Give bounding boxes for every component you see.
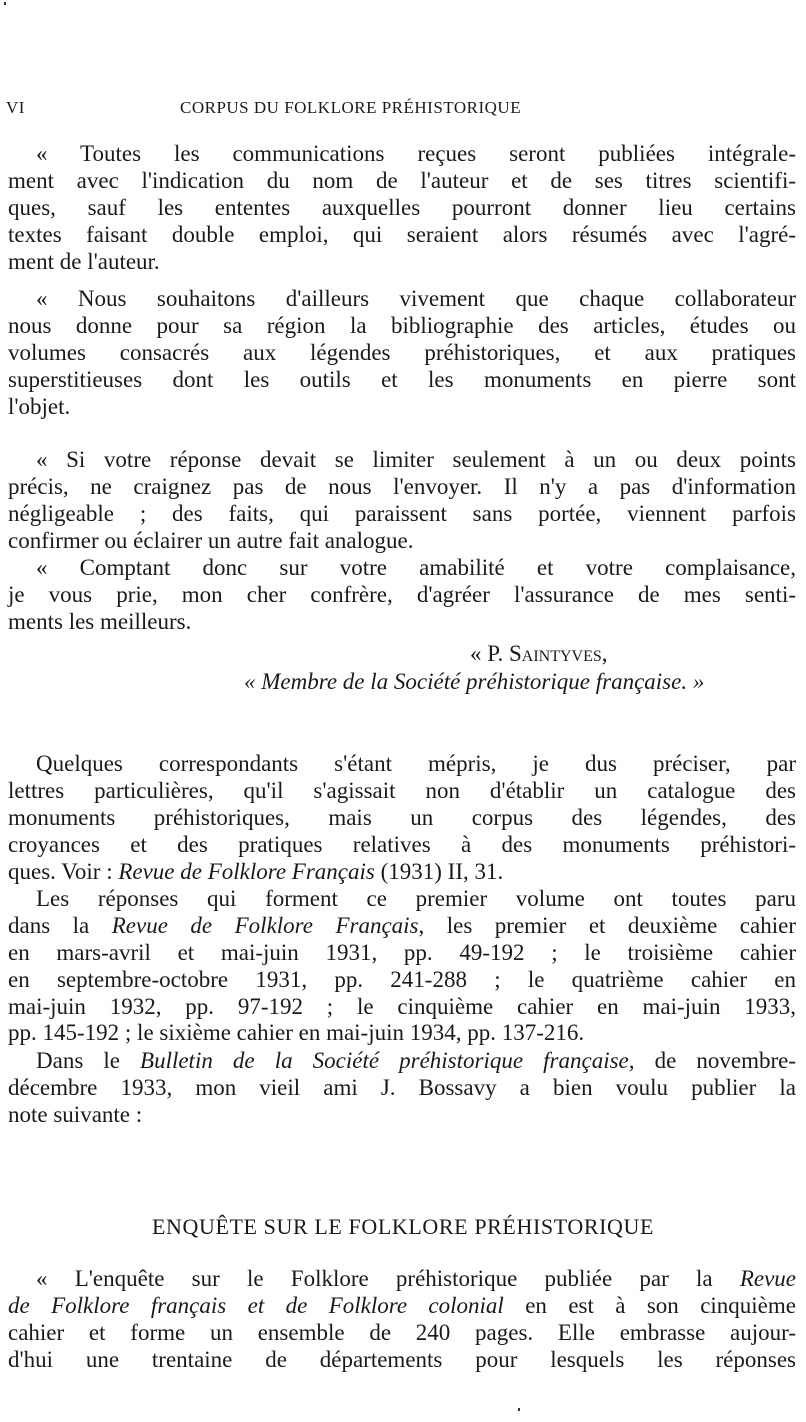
text-line: d'hui une trentaine de départements pour lesquels les réponses	[8, 1346, 796, 1372]
text-run: dans la	[8, 912, 112, 938]
text-line: ment avec l'indication du nom de l'auteur et de ses titres scientifi-	[8, 167, 796, 193]
page-number: VI	[6, 98, 25, 117]
text-run: , les premier et deuxième cahier	[418, 912, 796, 938]
text-line	[8, 859, 796, 886]
text-line: ques, sauf les ententes auxquelles pourront donner lieu certains	[8, 194, 796, 220]
journal-title: Revue	[739, 1266, 796, 1291]
text-line: ment de l'auteur.	[8, 248, 160, 274]
text-line: en septembre-octobre 1931, pp. 241-288 ; le quatrième cahier en	[8, 966, 796, 992]
signature-suffix: ,	[601, 641, 608, 666]
author-name: Saintyves	[509, 641, 602, 666]
paragraph-8	[8, 1266, 796, 1374]
journal-title: de Folklore français et de Folklore colonial	[8, 1292, 504, 1318]
text-line: Quelques correspondants s'étant mépris, je dus préciser, par	[36, 751, 796, 776]
text-line: « Toutes les communications reçues seront publiées intégrale-	[36, 141, 796, 166]
text-run: « L'enquête sur le Folklore préhistorique publiée par la	[36, 1266, 740, 1291]
text-line: en mars-avril et mai-juin 1931, pp. 49-192 ; le troisième cahier	[8, 939, 796, 965]
scan-speck	[518, 1408, 520, 1411]
text-line: Les réponses qui forment ce premier volume ont toutes paru	[36, 886, 796, 911]
text-line: mai-juin 1932, pp. 97-192 ; le cinquième cahier en mai-juin 1933,	[8, 993, 796, 1019]
signature-affiliation: « Membre de la Société préhistorique française. »	[244, 669, 705, 694]
text-line	[8, 1266, 796, 1293]
text-line: « Si votre réponse devait se limiter seulement à un ou deux points	[36, 447, 796, 472]
signature-prefix: « P.	[470, 641, 509, 666]
running-head	[6, 98, 800, 122]
text-line: « Comptant donc sur votre amabilité et votre complaisance,	[36, 555, 796, 580]
text-line: l'objet.	[8, 393, 71, 419]
scan-speck	[4, 2, 6, 5]
text-line: décembre 1933, mon vieil ami J. Bossavy a bien voulu publier la	[8, 1074, 796, 1100]
text-run: en est à son cinquième	[503, 1292, 796, 1318]
text-run: de novembre-	[634, 1048, 796, 1073]
text-line: nous donne pour sa région la bibliographie des articles, études ou	[8, 312, 796, 338]
text-run: ques. Voir :	[8, 858, 119, 884]
text-line: négligeable ; des faits, qui paraissent sans portée, viennent parfois	[8, 500, 796, 526]
text-line: cahier et forme un ensemble de 240 pages. Elle embrasse aujour-	[8, 1319, 796, 1345]
paragraph-3	[8, 447, 796, 555]
paragraph-7	[8, 1048, 796, 1129]
text-line: ments les meilleurs.	[8, 608, 192, 634]
section-heading: ENQUÊTE SUR LE FOLKLORE PRÉHISTORIQUE	[151, 1214, 655, 1239]
text-line: volumes consacrés aux légendes préhistoriques, et aux pratiques	[8, 339, 796, 365]
paragraph-5	[8, 751, 796, 885]
text-line: note suivante :	[8, 1101, 143, 1127]
journal-title: Revue de Folklore Français	[111, 912, 419, 938]
text-line: précis, ne craignez pas de nous l'envoyer. Il n'y a pas d'information	[8, 473, 796, 499]
text-line: pp. 145-192 ; le sixième cahier en mai-juin 1934, pp. 137-216.	[8, 1020, 585, 1046]
paragraph-1	[8, 141, 796, 275]
text-line: « Nous souhaitons d'ailleurs vivement que chaque collaborateur	[36, 286, 796, 311]
journal-title: Revue de Folklore Français	[118, 858, 375, 884]
signature-name	[470, 641, 608, 667]
text-line: je vous prie, mon cher confrère, d'agréer l'assurance de mes senti-	[8, 581, 796, 607]
paragraph-2	[8, 286, 796, 420]
text-line: lettres particulières, qu'il s'agissait non d'établir un catalogue des	[8, 777, 796, 803]
text-line: confirmer ou éclairer un autre fait analogue.	[8, 527, 414, 553]
text-line: monuments préhistoriques, mais un corpus des légendes, des	[8, 804, 796, 830]
text-line: croyances et des pratiques relatives à des monuments préhistori-	[8, 831, 796, 857]
text-line: superstitieuses dont les outils et les monuments en pierre sont	[8, 366, 796, 392]
paragraph-4	[8, 555, 796, 636]
text-run: Dans le	[36, 1048, 141, 1073]
text-line	[8, 913, 796, 940]
text-line	[8, 1048, 796, 1075]
text-run: (1931) II, 31.	[374, 858, 504, 884]
text-line: textes faisant double emploi, qui seraient alors résumés avec l'agré-	[8, 221, 796, 247]
text-line	[8, 1293, 796, 1320]
running-title: CORPUS DU FOLKLORE PRÉHISTORIQUE	[180, 98, 522, 117]
paragraph-6	[8, 886, 796, 1047]
journal-title: Bulletin de la Société préhistorique française,	[140, 1048, 635, 1073]
